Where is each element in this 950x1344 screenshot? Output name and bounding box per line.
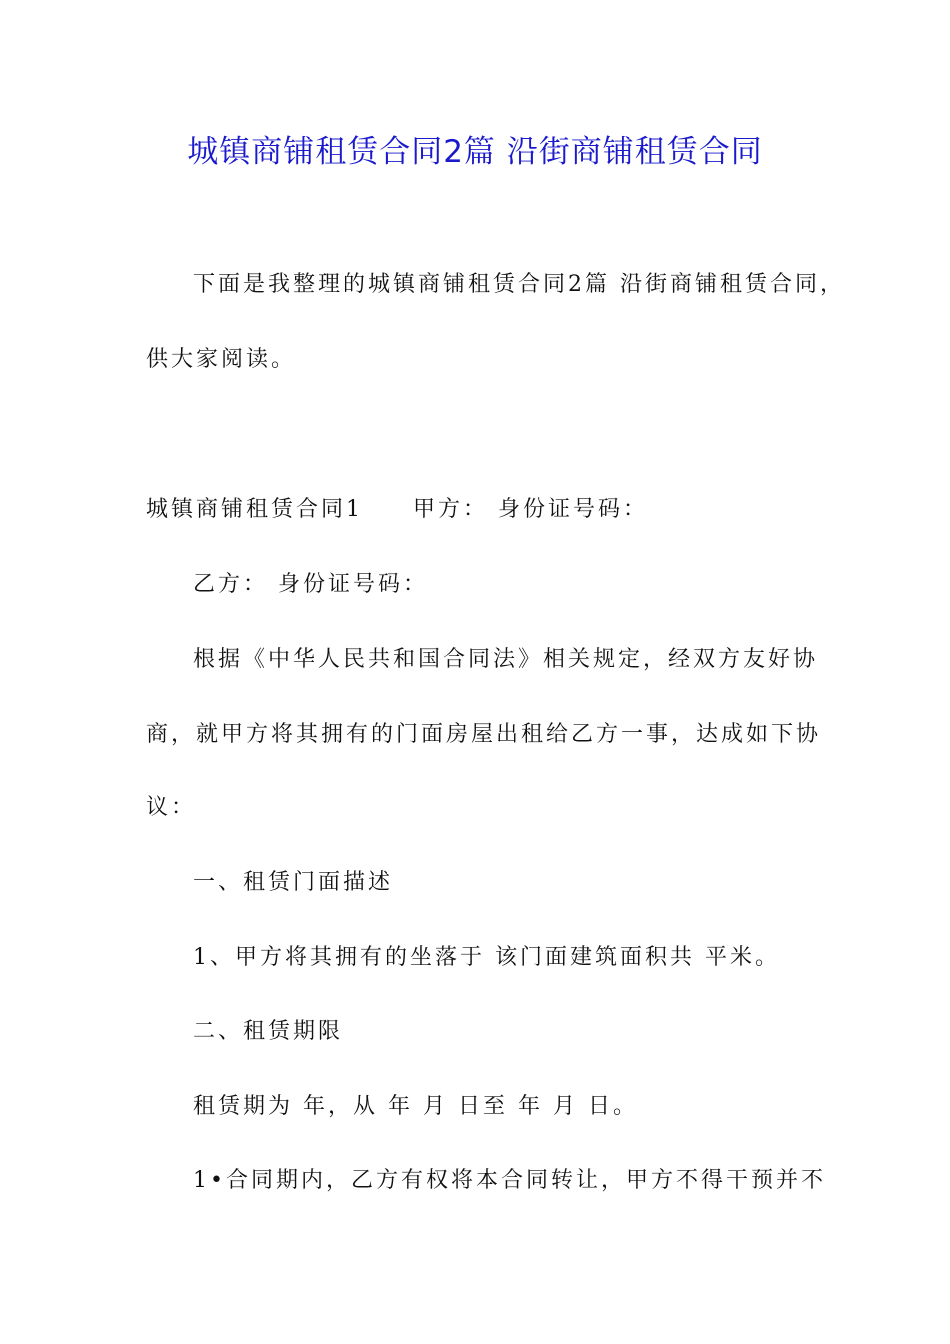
party-b-line: 乙方： 身份证号码： — [193, 572, 428, 597]
intro-line-2: 供大家阅读。 — [146, 347, 297, 372]
contract-heading-party-a: 城镇商铺租赁合同1 甲方： 身份证号码： — [146, 497, 648, 522]
preamble-line-3: 议： — [146, 795, 197, 820]
clause-1-line: 1•合同期内，乙方有权将本合同转让，甲方不得干预并不 — [193, 1168, 826, 1193]
section-1-item-1: 1、甲方将其拥有的坐落于 该门面建筑面积共 平米。 — [193, 945, 780, 970]
section-2-heading: 二、租赁期限 — [193, 1019, 344, 1044]
section-1-heading: 一、租赁门面描述 — [193, 870, 394, 895]
lease-term-line: 租赁期为 年，从 年 月 日至 年 月 日。 — [193, 1094, 638, 1119]
preamble-line-2: 商，就甲方将其拥有的门面房屋出租给乙方一事，达成如下协 — [146, 722, 822, 747]
document-title: 城镇商铺租赁合同2篇 沿街商铺租赁合同 — [187, 134, 763, 170]
intro-line-1: 下面是我整理的城镇商铺租赁合同2篇 沿街商铺租赁合同， — [193, 272, 845, 297]
preamble-line-1: 根据《中华人民共和国合同法》相关规定，经双方友好协 — [193, 647, 819, 672]
